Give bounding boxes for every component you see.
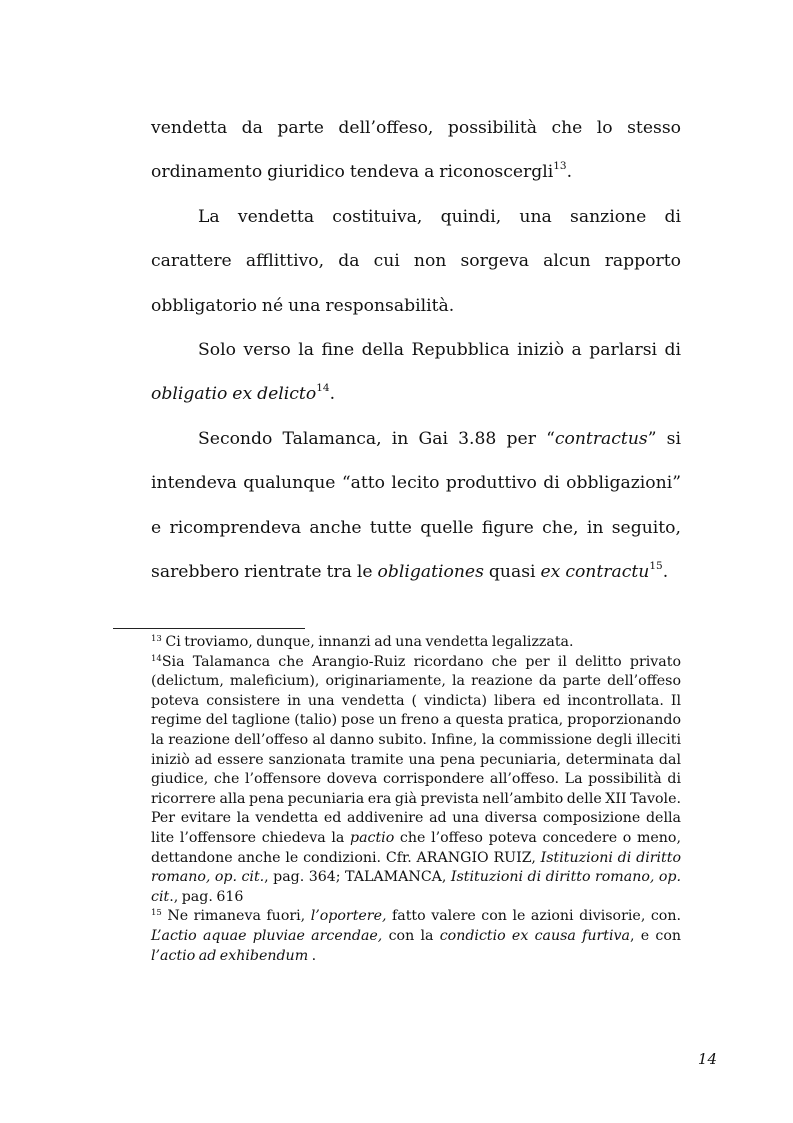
footnotes <box>151 633 681 966</box>
page-number: 14 <box>697 1050 717 1068</box>
paragraph-1: vendetta da parte dell’offeso, possibilità che lo stesso ordinamento giuridico tendeva a riconoscergli$^{13}$. <box>151 118 681 183</box>
paragraph-3: Solo verso la fine della Repubblica iniziò a parlarsi di obligatio ex delicto$^{14}$. <box>151 340 681 405</box>
body-text <box>151 106 681 594</box>
paragraph-4: Secondo Talamanca, in Gai 3.88 per “contractus” si intendeva qualunque “atto lecito produttivo di obbligazioni” e ricomprendeva anche tutte quelle figure che, in seguito, sarebbero rientrate tra le obligationes quasi ex contractu$^{15}$. <box>151 428 681 583</box>
footnote-ref-14: 14 <box>316 382 330 395</box>
footnote-ref-15: 15 <box>649 560 663 573</box>
footnote-separator <box>113 628 305 629</box>
footnote-ref-13: 13 <box>553 160 567 173</box>
footnote-15: $^{15}$ Ne rimaneva fuori, l’oportere, fatto valere con le azioni divisorie, con. L’actio aquae pluviae arcendae, con la condictio ex causa furtiva, e con l’actio ad exhibendum . <box>151 908 682 964</box>
footnote-13: $^{13}$ Ci troviamo, dunque, innanzi ad una vendetta legalizzata. <box>151 633 574 650</box>
paragraph-2: La vendetta costituiva, quindi, una sanzione di carattere afflittivo, da cui non sorgeva alcun rapporto obbligatorio né una responsabilità. <box>151 206 681 316</box>
footnote-14: $^{14}$Sia Talamanca che Arangio-Ruiz ricordano che per il delitto privato (delictum, maleficium), originariamente, la reazione da parte dell’offeso poteva consistere in una vendetta ( vindicta) libera ed incontrollata. Il regime del taglione (talio) pose un freno a questa pratica, proporzionando la reazione dell’offeso al danno subito. Infine, la commissione degli illeciti iniziò ad essere sanzionata tramite una pena pecuniaria, determinata dal giudice, che l’offensore doveva corrispondere all’offeso. La possibilità di ricorrere alla pena pecuniaria era già prevista nell’ambito delle XII Tavole. Per evitare la vendetta ed addivenire ad una diversa composizione della lite l’offensore chiedeva la pactio che l’offeso poteva concedere o meno, dettandone anche le condizioni. Cfr. ARANGIO RUIZ, Istituzioni di diritto romano, op. cit., pag. 364; TALAMANCA, Istituzioni di diritto romano, op. cit., pag. 616 <box>151 653 681 905</box>
